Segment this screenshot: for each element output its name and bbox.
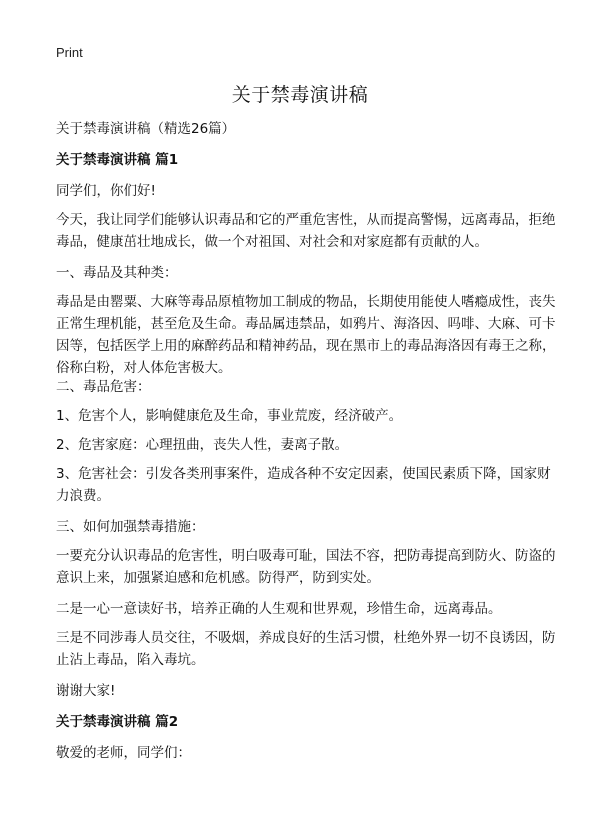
section-heading-2: 关于禁毒演讲稿 篇2 bbox=[56, 714, 179, 730]
thanks: 谢谢大家! bbox=[56, 683, 116, 699]
section2-greeting: 敬爱的老师，同学们： bbox=[56, 745, 191, 761]
heading-measures: 三、如何加强禁毒措施： bbox=[56, 519, 205, 535]
harm-item-3: 3、危害社会：引发各类刑事案件，造成各种不安定因素，使国民素质下降，国家财力浪费。 bbox=[56, 466, 551, 504]
drug-types-paragraph: 毒品是由罂粟、大麻等毒品原植物加工制成的物品，长期使用能使人嗜瘾成性，丧失正常生理机能，甚至危及生命。毒品属违禁品，如鸦片、海洛因、吗啡、大麻、可卡因等，包括医学上用的麻醉药品和精神药品，现在黑市上的毒品海洛因有毒王之称，俗称白粉，对人体危害极大。 bbox=[56, 294, 556, 376]
heading-drug-harms: 二、毒品危害： bbox=[56, 379, 151, 395]
print-link[interactable]: Print bbox=[56, 45, 83, 60]
heading-drug-types: 一、毒品及其种类： bbox=[56, 265, 178, 281]
measure-item-3: 三是不同涉毒人员交往，不吸烟，养成良好的生活习惯，杜绝外界一切不良诱因，防止沾上毒品，陷入毒坑。 bbox=[56, 630, 556, 668]
intro-paragraph: 今天，我让同学们能够认识毒品和它的严重危害性，从而提高警惕，远离毒品，拒绝毒品，健康茁壮地成长，做一个对祖国、对社会和对家庭都有贡献的人。 bbox=[56, 212, 556, 250]
subtitle: 关于禁毒演讲稿（精选26篇） bbox=[56, 121, 236, 137]
page-title: 关于禁毒演讲稿 bbox=[231, 84, 369, 106]
greeting: 同学们，你们好! bbox=[56, 183, 156, 199]
section-heading-1: 关于禁毒演讲稿 篇1 bbox=[56, 152, 179, 168]
measure-item-1: 一要充分认识毒品的危害性，明白吸毒可耻，国法不容，把防毒提高到防火、防盗的意识上来，加强紧迫感和危机感。防得严，防到实处。 bbox=[56, 548, 556, 586]
measure-item-2: 二是一心一意读好书，培养正确的人生观和世界观，珍惜生命，远离毒品。 bbox=[56, 601, 502, 617]
harm-item-2: 2、危害家庭：心理扭曲，丧失人性，妻离子散。 bbox=[56, 437, 349, 453]
harm-item-1: 1、危害个人，影响健康危及生命，事业荒废，经济破产。 bbox=[56, 408, 403, 424]
